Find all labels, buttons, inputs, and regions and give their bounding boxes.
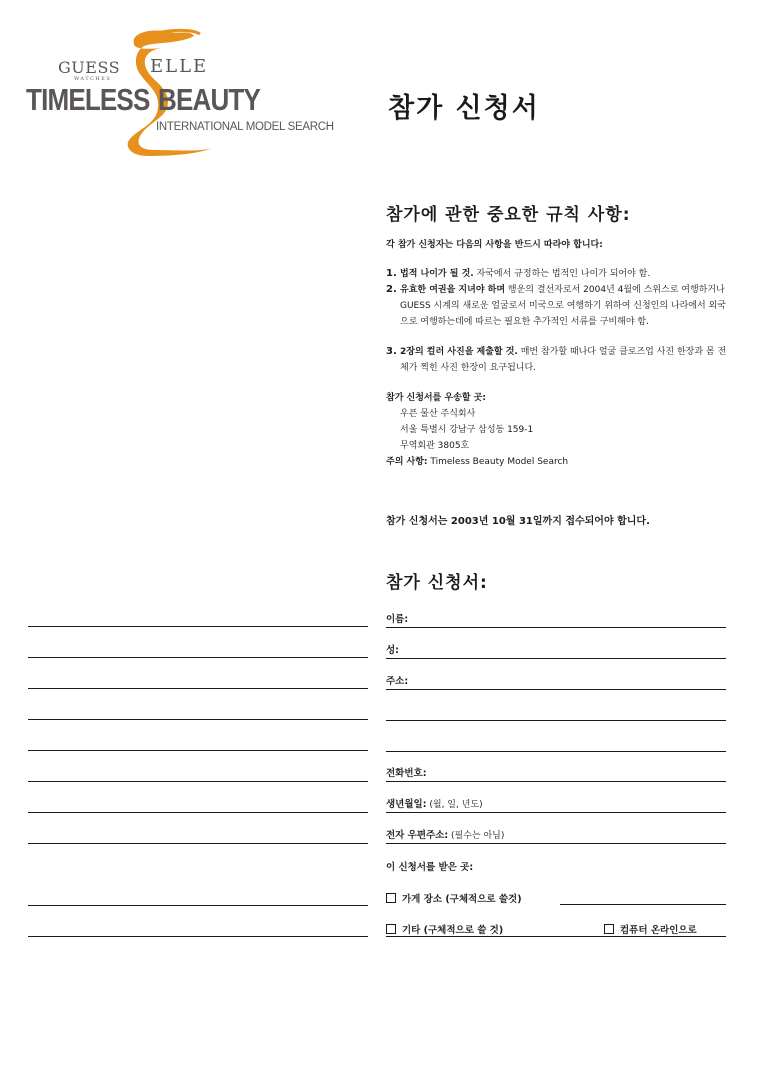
note-label: 주의 사항: <box>386 457 428 467</box>
rule-text: 매번 참가할 때나다 얼굴 클로즈업 사진 한장과 몸 전체가 찍힌 사진 한장이 요구됩니다. <box>400 347 727 373</box>
email-hint: (필수는 아님) <box>448 831 505 841</box>
deadline-notice: 참가 신청서는 2003년 10월 31일까지 접수되어야 합니다. <box>386 516 650 527</box>
rule-item-3 <box>386 344 731 376</box>
note-text: Timeless Beauty Model Search <box>427 457 569 467</box>
shipping-label: 참가 신청서를 우송할 곳: <box>386 393 486 403</box>
option-online[interactable] <box>604 922 697 936</box>
shipping-line-1: 우픈 물산 주식회사 <box>400 409 476 419</box>
logo-guess: GUESS <box>58 58 121 77</box>
source-question: 이 신청서를 받은 곳: <box>386 862 474 873</box>
rule-bold: 2장의 컬러 사진을 제출할 것. <box>400 347 518 357</box>
email-label <box>386 827 504 841</box>
rule-bold: 법적 나이가 될 것. <box>400 269 474 279</box>
email-label-text: 전자 우편주소: <box>386 830 449 841</box>
address-line-2[interactable] <box>386 720 726 721</box>
left-line[interactable] <box>28 905 368 906</box>
address-line-3[interactable] <box>386 751 726 752</box>
other-checkbox[interactable] <box>386 924 396 934</box>
store-write-line[interactable] <box>560 904 726 905</box>
left-line[interactable] <box>28 626 368 627</box>
left-line[interactable] <box>28 688 368 689</box>
option-store[interactable] <box>386 891 522 905</box>
shipping-line-3: 무역회관 3805호 <box>400 441 470 451</box>
left-line[interactable] <box>28 843 368 844</box>
phone-label: 전화번호: <box>386 768 427 779</box>
shipping-info <box>386 390 568 470</box>
rule-bold: 유효한 여권을 지녀야 하며 <box>400 285 506 295</box>
store-option-label: 가게 장소 (구체적으로 쓸것) <box>402 894 522 905</box>
rules-heading: 참가에 관한 중요한 규칙 사항: <box>386 205 631 225</box>
name-label: 이름: <box>386 614 409 625</box>
other-option-label: 기타 (구체적으로 쓸 것) <box>402 925 504 936</box>
online-option-label: 컴퓨터 온라인으로 <box>620 925 697 936</box>
logo-elle: ELLE <box>150 56 209 77</box>
options-bottom-line <box>386 936 726 937</box>
logo-beauty: BEAUTY <box>158 82 261 117</box>
left-line[interactable] <box>28 750 368 751</box>
rules-intro: 각 참가 신청자는 다음의 사항을 반드시 따라야 합니다: <box>386 240 603 250</box>
name-field[interactable] <box>386 610 726 628</box>
rule-item-2 <box>386 282 731 330</box>
address-label: 주소: <box>386 676 409 687</box>
surname-label: 성: <box>386 645 399 656</box>
birthdate-field[interactable] <box>386 795 726 813</box>
left-line[interactable] <box>28 812 368 813</box>
logo <box>22 26 342 160</box>
rule-text: 자국에서 규정하는 법적인 나이가 되어야 함. <box>473 269 651 279</box>
logo-tagline: INTERNATIONAL MODEL SEARCH <box>156 121 334 133</box>
online-checkbox[interactable] <box>604 924 614 934</box>
option-other[interactable] <box>386 922 503 936</box>
shipping-line-2: 서울 특별시 강남구 삼성동 159-1 <box>400 425 534 435</box>
surname-field[interactable] <box>386 641 726 659</box>
store-checkbox[interactable] <box>386 893 396 903</box>
birthdate-label <box>386 796 483 810</box>
left-line[interactable] <box>28 781 368 782</box>
left-line[interactable] <box>28 936 368 937</box>
form-heading: 참가 신청서: <box>386 573 488 593</box>
logo-watches: WATCHES <box>74 76 112 82</box>
email-field[interactable] <box>386 826 726 844</box>
rule-number: 3. <box>386 346 397 357</box>
logo-timeless: TIMELESS <box>26 82 150 117</box>
rule-text: 행운의 결선자로서 2004년 4월에 스위스로 여행하거나 GUESS 시계의 새로운 얼굴로서 미국으로 여행하기 위하여 신청인의 나라에서 외국으로 여행하는데에 따르는 필요한 추가적인 서류를 구비해야 함. <box>400 285 726 327</box>
rule-number: 2. <box>386 284 397 295</box>
left-line[interactable] <box>28 657 368 658</box>
birthdate-hint: (월, 일, 년도) <box>426 800 483 810</box>
rule-number: 1. <box>386 268 397 279</box>
page-title: 참가 신청서 <box>388 93 540 124</box>
phone-field[interactable] <box>386 764 726 782</box>
address-field[interactable] <box>386 672 726 690</box>
birthdate-label-text: 생년월일: <box>386 799 427 810</box>
left-line[interactable] <box>28 719 368 720</box>
rule-item-1 <box>386 266 731 282</box>
